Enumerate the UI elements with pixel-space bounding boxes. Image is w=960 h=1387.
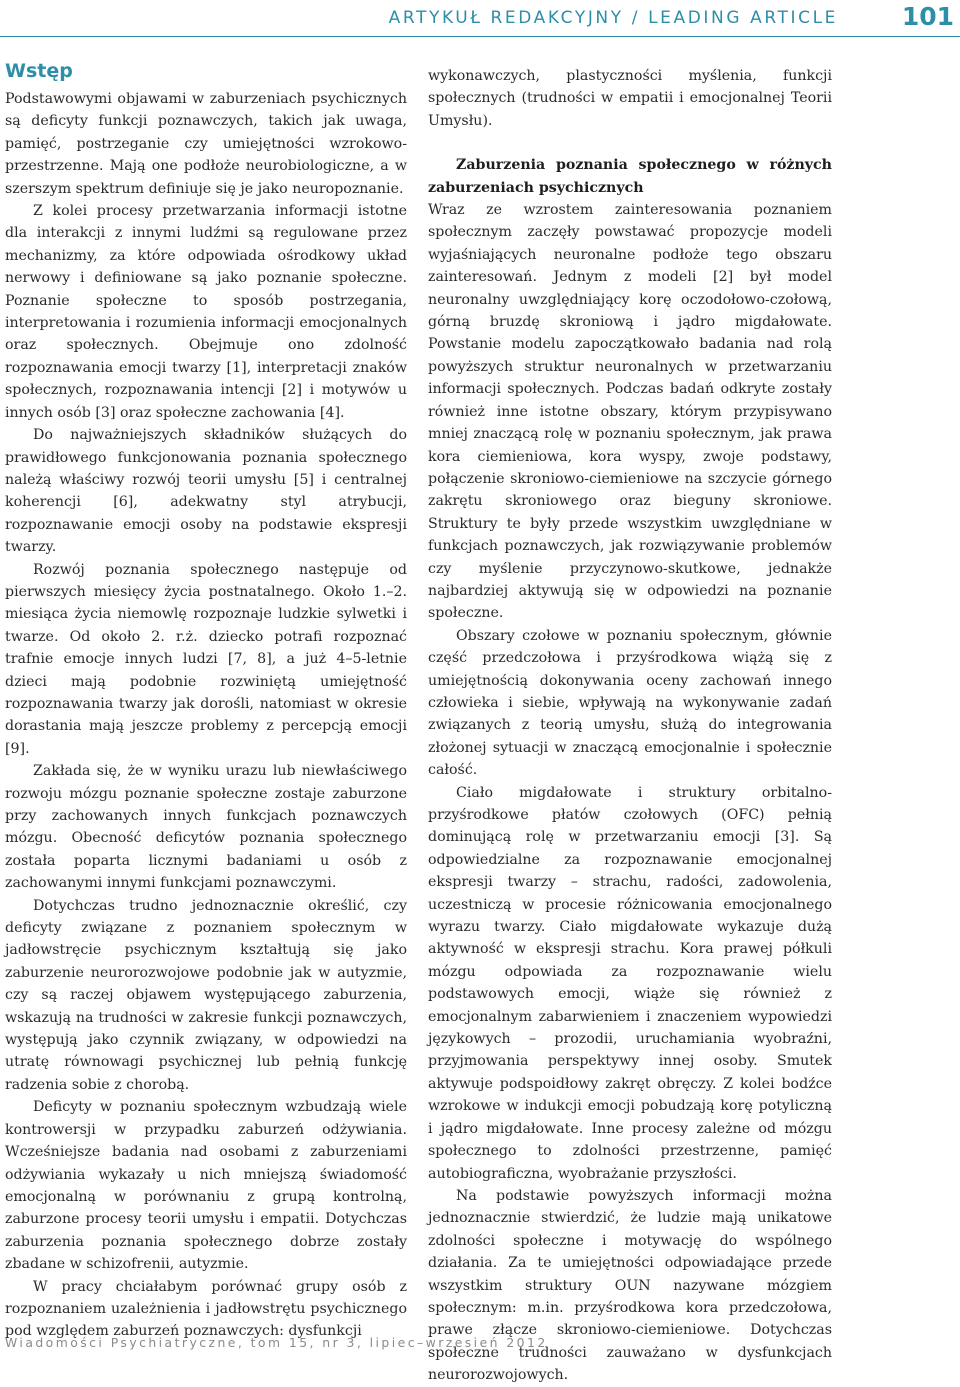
paragraph: Podstawowymi objawami w zaburzeniach psychicznych są deficyty funkcji poznawczych, takich jak uwaga, pamięć, postrzeganie czy umiejętności wzrokowo-przestrzenne. Mają one podłoże neurobiologiczne, a w szerszym spektrum definiuje się je jako neuropoznanie. bbox=[5, 91, 407, 197]
page-number: 101 bbox=[901, 2, 954, 31]
paragraph: Ciało migdałowate i struktury orbitalno-przyśrodkowe płatów czołowych (OFC) pełnią dominującą rolę w przetwarzaniu emocji [3]. Są odpowiedzialne za rozpoznawanie emocjonalnej ekspresji twarzy – strachu, radości, zadowolenia, uczestniczą w procesie różnicowania emocjonalnego wyrazu twarzy. Ciało migdałowate wykazuje dużą aktywność w ekspresji strachu. Kora prawej półkuli mózgu odpowiada za rozpoznawanie wielu podstawowych emocji, wiąże się również z emocjonalnym zabarwieniem i znaczeniem wypowiedzi językowych – prozodii, uruchamiania wyobraźni, przyjmowania perspektywy innej osoby. Smutek aktywuje podspoidłowy zakręt obręczy. Z kolei bodźce wzrokowe w indukcji emocji pobudzają korę potyliczną i jądro migdałowate. Inne procesy zależne od mózgu społecznego to zdolności przestrzenne, pamięć autobiograficzna, wyobrażanie przyszłości. bbox=[428, 784, 832, 1182]
paragraph: Dotychczas trudno jednoznacznie określić, czy deficyty związane z poznaniem społecznym w jadłowstręcie psychicznym kształtują się jako zaburzenie neurorozwojowe podobnie jak w autyzmie, czy są raczej objawem występującego zaburzenia, wskazują na trudności w zakresie funkcji poznawczych, występują jako czynnik związany, w odpowiedzi na utratę równowagi psychicznej lub pełnią funkcję radzenia sobie z chorobą. bbox=[5, 897, 407, 1093]
paragraph: Obszary czołowe w poznaniu społecznym, głównie część przedczołowa i przyśrodkowa wiążą się z umiejętnością dokonywania oceny zachowań innego człowieka i siebie, wpływają na wykonywanie zadań związanych z teorią umysłu, służą do integrowania złożonej sytuacji w znaczącą emocjonalnie i społecznie całość. bbox=[428, 627, 832, 779]
header-divider bbox=[0, 36, 960, 37]
section-title: ARTYKUŁ REDAKCYJNY / LEADING ARTICLE bbox=[388, 8, 838, 28]
subsection-heading: Zaburzenia poznania społecznego w różnych zaburzeniach psychicznych bbox=[428, 157, 832, 196]
page-header bbox=[0, 0, 960, 36]
paragraph: Na podstawie powyższych informacji można jednoznacznie stwierdzić, że ludzie mają unikatowe zdolności społeczne i motywację do wspólnego działania. Za te umiejętności odpowiadające przede wszystkim struktury OUN nazywane mózgiem społecznym: m.in. przyśrodkowa kora przedczołowa, prawe złącze skroniowo-ciemieniowe. Dotychczas społeczne trudności zauważano w dysfunkcjach neurorozwojowych. bbox=[428, 1187, 832, 1384]
right-column bbox=[428, 65, 832, 1387]
paragraph: Rozwój poznania społecznego następuje od pierwszych miesięcy życia postnatalnego. Około 1.–2. miesiąca życia niemowlę rozpoznaje ludzkie sylwetki i twarze. Od około 2. r.ż. dziecko potrafi rozpoznać trafnie emocje innych ludzi [7, 8], a już 4–5-letnie dzieci mają podobnie rozwiniętą umiejętność rozpoznawania twarzy jak dorośli, natomiast w okresie dorastania mają jeszcze problemy z percepcją emocji [9]. bbox=[5, 561, 407, 757]
paragraph: Wraz ze wzrostem zainteresowania poznaniem społecznym zaczęły powstawać propozycje modeli wyjaśniających neuronalne podłoże tego obszaru zainteresowań. Jednym z modeli [2] był model neuronalny uwzględniający korę oczodołowo-czołową, górną bruzdę skroniową i jądro migdałowate. Powstanie modelu zapoczątkowało badania nad rolą powyższych struktur neuronalnych w przetwarzaniu informacji społecznych. Podczas badań odkryte zostały również inne istotne obszary, którym przypisywano mniej znaczącą rolę w poznaniu społecznym, jak prawa kora ciemieniowa, kora wyspy, zwoje podstawy, połączenie skroniowo-ciemieniowe na szczycie górnego zakrętu skroniowego oraz bieguny skroniowe. Struktury te były przede wszystkim uwzględniane w funkcjach poznawczych, jak rozwiązywanie problemów czy myślenie przyczynowo-skutkowe, jednakże najbardziej aktywują się w odpowiedzi na poznanie społeczne. bbox=[428, 202, 832, 622]
section-heading-wstep: Wstęp bbox=[5, 60, 73, 82]
journal-citation-footer: Wiadomości Psychiatryczne, tom 15, nr 3, lipiec–wrzesień 2012 bbox=[5, 1335, 548, 1350]
paragraph: Zakłada się, że w wyniku urazu lub niewłaściwego rozwoju mózgu poznanie społeczne zostaje zaburzone przy zachowanych innych funkcjach poznawczych mózgu. Obecność deficytów poznania społecznego została poparta licznymi badaniami u osób z zachowanymi innymi funkcjami poznawczymi. bbox=[5, 763, 407, 892]
paragraph: Z kolei procesy przetwarzania informacji istotne dla interakcji z innymi ludźmi są regulowane przez mechanizmy, za które odpowiada ośrodkowy układ nerwowy i definiowane są jako poznanie społeczne. Poznanie społeczne to sposób postrzegania, interpretowania i rozumienia informacji emocjonalnych oraz społecznych. Obejmuje ono zdolność rozpoznawania emocji twarzy [1], interpretacji znaków społecznych, rozpoznawania intencji [2] i motywów u innych osób [3] oraz społeczne zachowania [4]. bbox=[5, 203, 407, 421]
paragraph: W pracy chciałabym porównać grupy osób z rozpoznaniem uzależnienia i jadłowstrętu psychicznego pod względem zaburzeń poznawczych: dysfunkcji bbox=[5, 1278, 407, 1340]
paragraph: Do najważniejszych składników służących do prawidłowego funkcjonowania poznania społecznego należą właściwy rozwój teorii umysłu [5] i centralnej koherencji [6], adekwatny styl atrybucji, rozpoznawanie emocji osoby na podstawie ekspresji twarzy. bbox=[5, 427, 407, 556]
paragraph-continued: wykonawczych, plastyczności myślenia, funkcji społecznych (trudności w empatii i emocjonalnej Teorii Umysłu). bbox=[428, 68, 832, 129]
paragraph: Deficyty w poznaniu społecznym wzbudzają wiele kontrowersji w przypadku zaburzeń odżywiania. Wcześniejsze badania nad osobami z zaburzeniami odżywiania wykazały u nich mniejszą świadomość emocjonalną w porównaniu z grupą kontrolną, zaburzone procesy teorii umysłu i empatii. Dotychczas zaburzenia poznania społecznego dobrze zostały zbadane w schizofrenii, autyzmie. bbox=[5, 1099, 407, 1273]
left-column bbox=[5, 88, 407, 1343]
